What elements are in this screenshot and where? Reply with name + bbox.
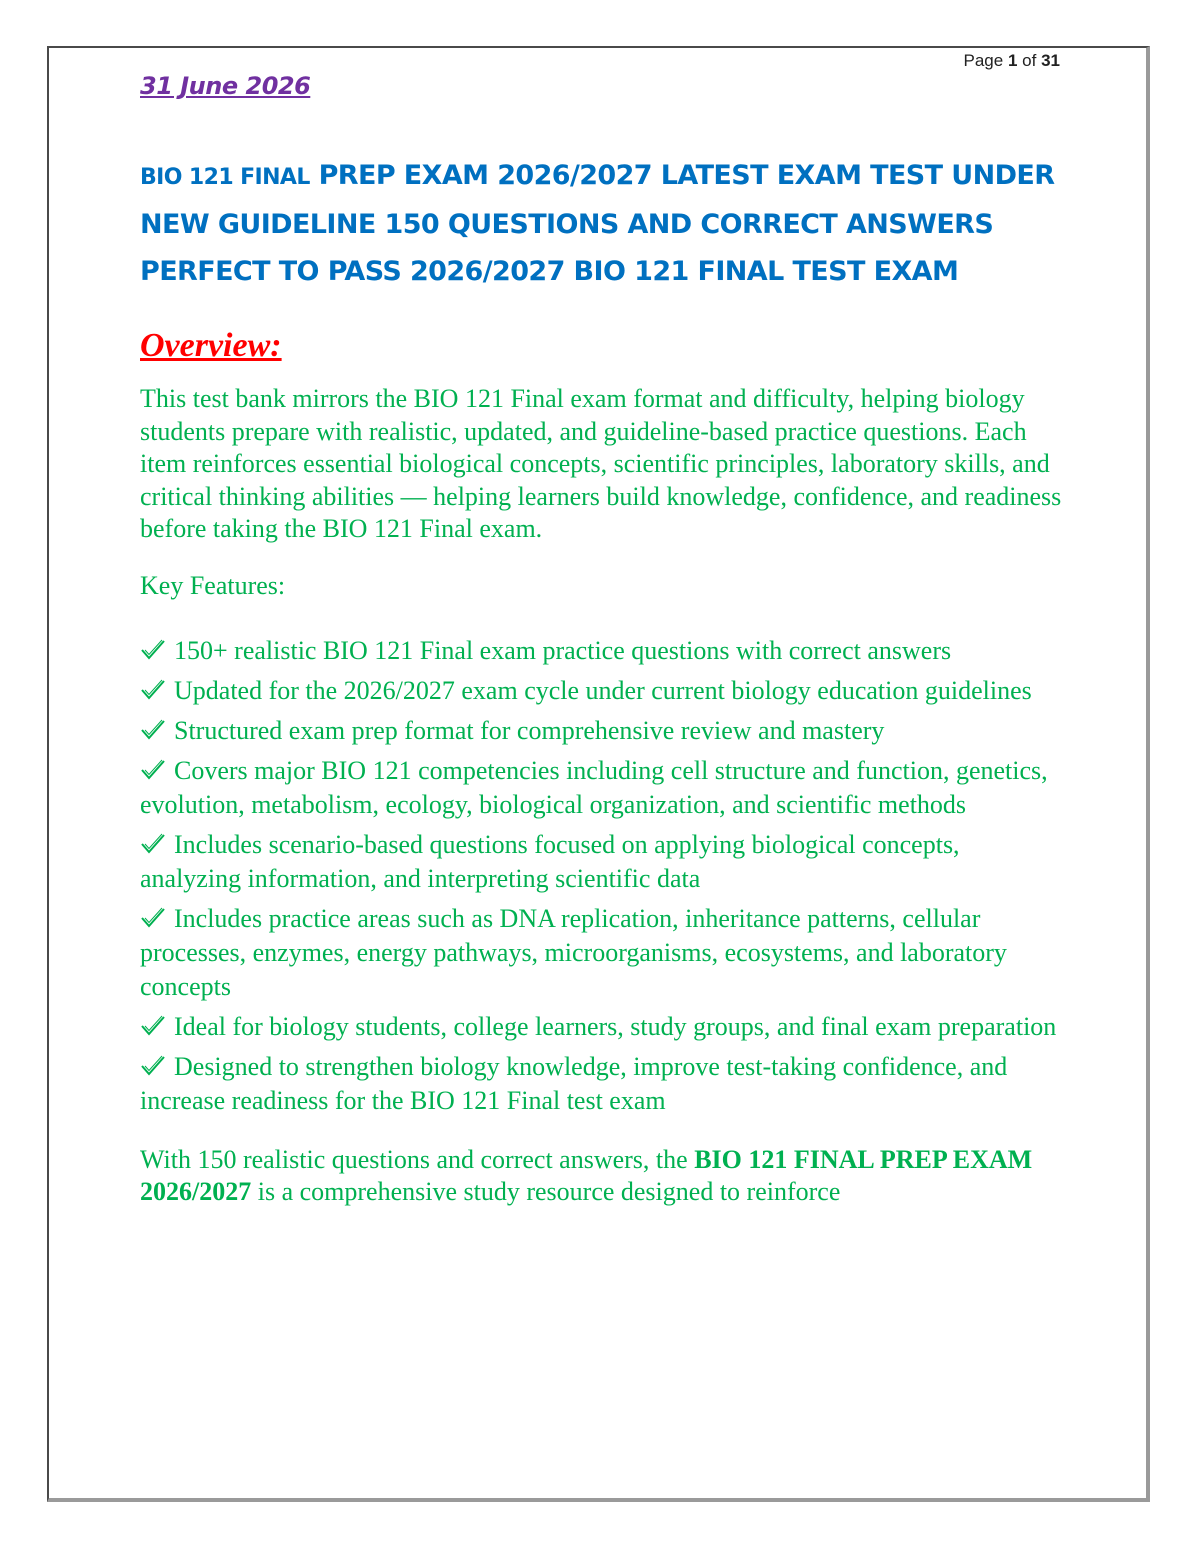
feature-item: Designed to strengthen biology knowledge, improve test-taking confidence, and increase readiness for the BIO 121 Final test exam: [140, 1051, 1008, 1115]
check-mark-icon: [140, 719, 166, 741]
check-mark-icon: [140, 907, 166, 929]
feature-item: Includes practice areas such as DNA replication, inheritance patterns, cellular processes, enzymes, energy pathways, microorganisms, ecosystems, and laboratory concepts: [140, 903, 1007, 1001]
title-course: BIO 121 FINAL: [140, 165, 310, 190]
check-mark-icon: [140, 1055, 166, 1077]
check-mark-icon: [140, 639, 166, 661]
closing-exam-name: BIO 121 FINAL PREP EXAM 2026/2027: [140, 1144, 1033, 1206]
document-title: [140, 152, 1065, 295]
check-mark-icon: [140, 759, 166, 781]
document-date: 31 June 2026: [140, 72, 311, 100]
check-mark-icon: [140, 833, 166, 855]
page-content: [140, 72, 1065, 1208]
feature-item: Structured exam prep format for comprehensive review and mastery: [140, 714, 1065, 748]
check-mark-icon: [140, 1015, 166, 1037]
title-main: PREP EXAM 2026/2027 LATEST EXAM TEST UNDER NEW GUIDELINE 150 QUESTIONS AND CORRECT ANSWERS PERFECT TO PASS 2026/2027 BIO 121 FINAL TEST EXAM: [140, 160, 1055, 287]
feature-item: 150+ realistic BIO 121 Final exam practice questions with correct answers: [140, 634, 1065, 668]
features-list: [140, 634, 1065, 1118]
feature-item: Updated for the 2026/2027 exam cycle under current biology education guidelines: [140, 674, 1065, 708]
closing-paragraph: With 150 realistic questions and correct answers, the BIO 121 FINAL PREP EXAM 2026/2027 is a comprehensive study resource designed to reinforce: [140, 1144, 1033, 1206]
key-features-label: Key Features:: [140, 570, 286, 600]
check-mark-icon: [140, 679, 166, 701]
intro-paragraph: This test bank mirrors the BIO 121 Final exam format and difficulty, helping biology students prepare with realistic, updated, and guideline-based practice questions. Each item reinforces essential biological concepts, scientific principles, laboratory skills, and critical thinking abilities — helping learners build knowledge, confidence, and readiness before taking the BIO 121 Final exam.: [140, 384, 1062, 543]
feature-item: Includes scenario-based questions focused on applying biological concepts, analyzing information, and interpreting scientific data: [140, 829, 960, 893]
feature-item: Ideal for biology students, college learners, study groups, and final exam preparation: [140, 1010, 1065, 1044]
page-number: Page 1 of 31: [963, 51, 1060, 70]
feature-item: Covers major BIO 121 competencies including cell structure and function, genetics, evolution, metabolism, ecology, biological organization, and scientific methods: [140, 755, 1048, 819]
overview-heading: Overview:: [140, 327, 282, 364]
